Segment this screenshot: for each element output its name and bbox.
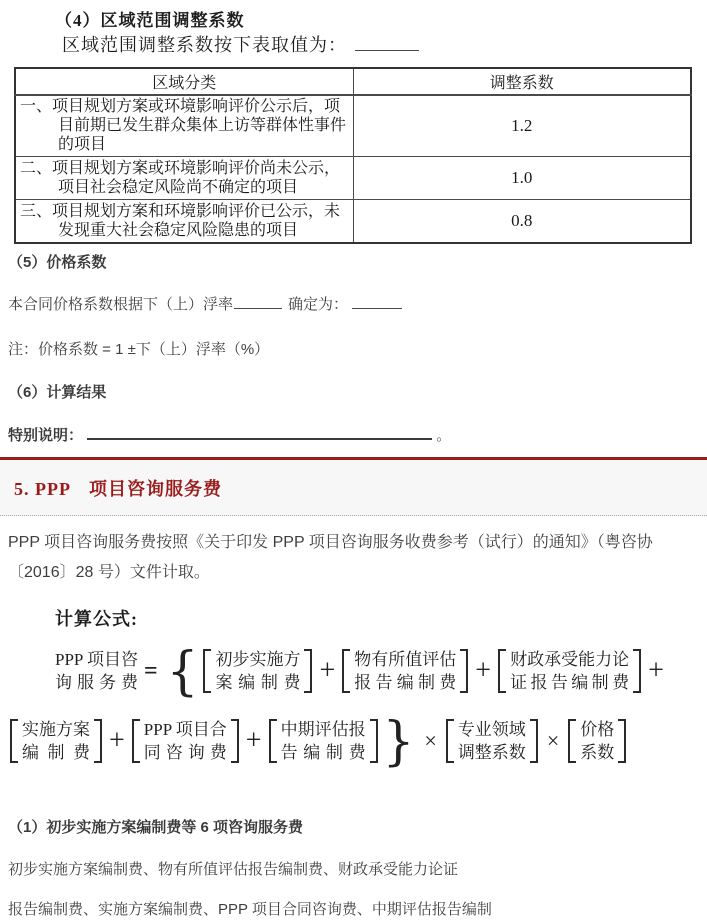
ppp-intro-line-2: 〔2016〕28 号）文件计取。 xyxy=(8,564,210,581)
left-bracket xyxy=(132,719,140,763)
left-bracket xyxy=(568,719,576,763)
formula-term-4 xyxy=(10,718,102,764)
table-cell-category-2: 二、项目规划方案或环境影响评价尚未公示，项目社会稳定风险尚不确定的项目 xyxy=(15,157,353,200)
term-line: 价格 xyxy=(580,720,615,739)
term-line: 告编制费 xyxy=(280,743,366,762)
blank-field-coefficient xyxy=(355,32,419,51)
table-header-coefficient: 调整系数 xyxy=(353,68,691,95)
formula-lhs xyxy=(55,648,138,694)
plus-sign: + xyxy=(245,725,262,756)
left-bracket xyxy=(269,719,277,763)
formula-lhs-line2: 询服务费 xyxy=(55,673,138,692)
ppp-intro-line-1: PPP 项目咨询服务费按照《关于印发 PPP 项目咨询服务收费参考（试行）的通知》（粤咨协 xyxy=(8,534,653,551)
formula-term-3 xyxy=(498,648,641,694)
section6-heading: （6）计算结果 xyxy=(8,384,107,401)
right-bracket xyxy=(94,719,102,763)
table-cell-category-3: 三、项目规划方案和环境影响评价已公示，未发现重大社会稳定风险隐患的项目 xyxy=(15,200,353,244)
special-note-label: 特别说明： xyxy=(8,427,84,444)
term-line: 实施方案 xyxy=(22,720,90,739)
right-bracket xyxy=(618,719,626,763)
sub1-heading: （1）初步实施方案编制费等 6 项咨询服务费 xyxy=(8,819,304,836)
formula-term-5 xyxy=(132,718,239,764)
section4-intro-text: 区域范围调整系数按下表取值为： xyxy=(62,35,347,55)
term-line: 中期评估报 xyxy=(280,720,366,739)
special-note-suffix: 。 xyxy=(436,427,452,444)
table-row xyxy=(15,157,691,200)
sub1-line-2: 报告编制费、实施方案编制费、PPP 项目合同咨询费、中期评估报告编制 xyxy=(8,901,492,918)
plus-sign: + xyxy=(475,655,492,686)
term-line: PPP 项目合 xyxy=(143,720,227,739)
formula-term-1 xyxy=(203,648,312,694)
left-bracket xyxy=(446,719,454,763)
formula-lhs-line1: PPP 项目咨 xyxy=(55,650,138,669)
table-cell-coefficient-2: 1.0 xyxy=(353,157,691,200)
left-bracket xyxy=(10,719,18,763)
plus-sign: + xyxy=(319,655,336,686)
table-cell-coefficient-3: 0.8 xyxy=(353,200,691,244)
blank-field-special-note xyxy=(87,423,432,440)
right-bracket xyxy=(304,649,312,693)
equals-sign: = xyxy=(143,657,158,684)
right-bracket xyxy=(370,719,378,763)
term-line: 编制费 xyxy=(22,743,90,762)
section5-body-middle: 确定为： xyxy=(288,296,349,313)
open-brace: { xyxy=(166,640,199,702)
term-line: 报告编制费 xyxy=(354,673,457,692)
formula-row-1 xyxy=(55,640,669,702)
table-row xyxy=(15,200,691,244)
ppp-section-heading: 5. PPP 项目咨询服务费 xyxy=(14,479,222,499)
close-brace: } xyxy=(382,710,415,772)
term-line: 案编制费 xyxy=(215,673,301,692)
right-bracket xyxy=(231,719,239,763)
right-bracket xyxy=(530,719,538,763)
region-adjustment-table xyxy=(14,67,692,244)
section5-body xyxy=(8,293,402,314)
term-line: 调整系数 xyxy=(457,743,526,762)
formula-heading: 计算公式: xyxy=(55,609,138,629)
multiply-sign: × xyxy=(546,728,560,753)
special-note-line xyxy=(8,423,451,445)
table-header-row xyxy=(15,68,691,95)
term-line: 系数 xyxy=(580,743,615,762)
term-line: 专业领域 xyxy=(457,720,526,739)
section5-note: 注：价格系数 = 1 ±下（上）浮率（%） xyxy=(8,341,270,358)
formula-term-2 xyxy=(342,648,468,694)
table-cell-category-1: 一、项目规划方案或环境影响评价公示后，项目前期已发生群众集体上访等群体性事件的项目 xyxy=(15,95,353,157)
right-bracket xyxy=(460,649,468,693)
table-header-category: 区域分类 xyxy=(15,68,353,95)
section5-heading: （5）价格系数 xyxy=(8,254,107,271)
left-bracket xyxy=(498,649,506,693)
term-line: 物有所值评估 xyxy=(354,650,457,669)
term-line: 同咨询费 xyxy=(143,743,227,762)
table-cell-coefficient-1: 1.2 xyxy=(353,95,691,157)
left-bracket xyxy=(203,649,211,693)
formula-factor-2 xyxy=(568,718,626,764)
term-line: 财政承受能力论 xyxy=(510,650,630,669)
ppp-section-header-strip xyxy=(0,457,707,516)
term-line: 初步实施方 xyxy=(215,650,301,669)
sub1-line-1: 初步实施方案编制费、物有所值评估报告编制费、财政承受能力论证 xyxy=(8,861,459,878)
term-line: 证报告编制费 xyxy=(510,673,630,692)
formula-factor-1 xyxy=(446,718,538,764)
blank-field-rate xyxy=(234,293,282,309)
formula-row-2 xyxy=(8,710,628,772)
section5-body-prefix: 本合同价格系数根据下（上）浮率 xyxy=(8,296,234,313)
section4-intro xyxy=(62,31,419,57)
left-bracket xyxy=(342,649,350,693)
table-row xyxy=(15,95,691,157)
plus-sign: + xyxy=(648,655,664,686)
multiply-sign: × xyxy=(424,728,437,753)
right-bracket xyxy=(633,649,641,693)
plus-sign: + xyxy=(109,725,125,756)
formula-term-6 xyxy=(269,718,378,764)
section4-heading: （4）区域范围调整系数 xyxy=(55,11,245,30)
blank-field-price-coefficient xyxy=(352,293,402,309)
